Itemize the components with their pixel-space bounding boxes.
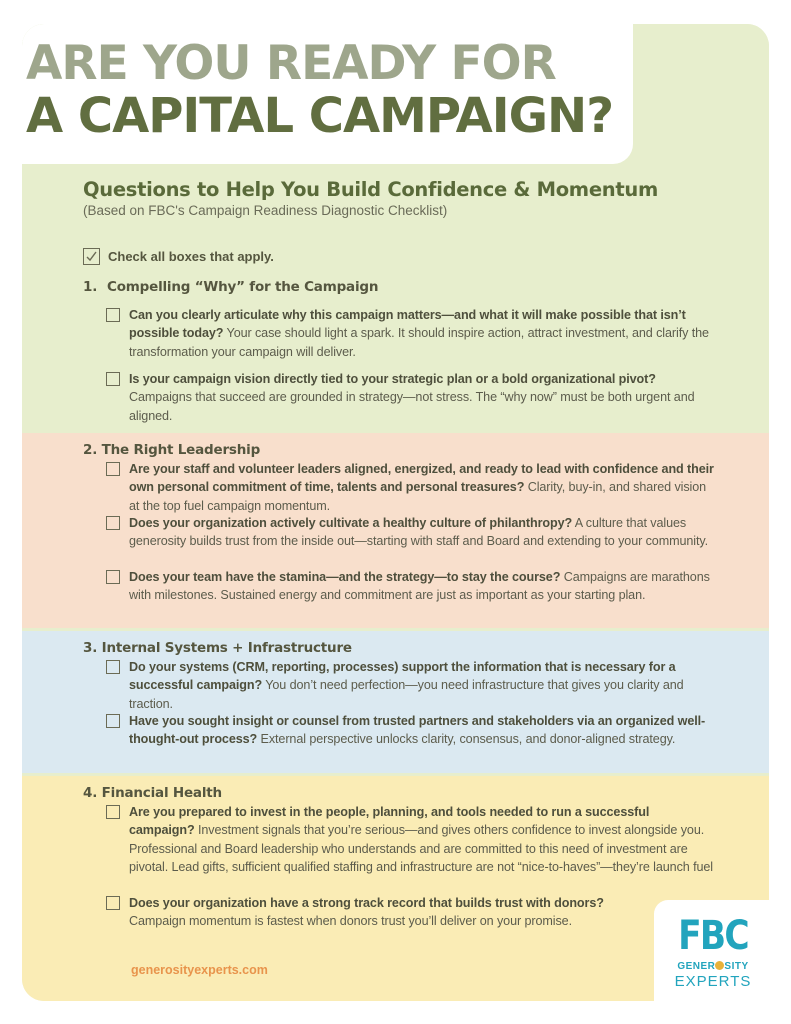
section-heading-1 — [83, 279, 378, 295]
checkbox[interactable] — [106, 570, 120, 584]
question-bold: Does your organization have a strong track record that builds trust with donors? — [129, 896, 604, 910]
question-item — [106, 568, 716, 605]
question-detail: Campaign momentum is fastest when donors trust you’ll deliver on your promise. — [129, 914, 572, 929]
question-item — [106, 460, 716, 515]
question-bold: Do your systems (CRM, reporting, processes) support the information that is necessary for a successful campaign? — [129, 660, 676, 693]
question-item — [106, 894, 636, 931]
question-text — [129, 514, 716, 551]
question-detail: Campaigns are marathons with milestones. Sustained energy and commitment are just as important as your starting plan. — [129, 570, 710, 603]
question-bold: Have you sought insight or counsel from trusted partners and stakeholders via an organized well-thought-out process? — [129, 714, 706, 747]
question-item — [106, 712, 716, 749]
subtitle: Questions to Help You Build Confidence & Momentum — [83, 178, 658, 201]
logo-sub-left: GENER — [677, 961, 716, 972]
question-detail: A culture that values generosity builds trust from the inside out—starting with staff and Board and extending to your community. — [129, 516, 709, 549]
question-item — [106, 514, 716, 551]
question-detail: Campaigns that succeed are grounded in strategy—not stress. The “why now” must be both urgent and aligned. — [129, 390, 695, 423]
question-text — [129, 460, 716, 515]
page-title — [26, 36, 626, 144]
section-number: 4. — [83, 785, 98, 801]
question-item — [106, 306, 716, 361]
checkbox[interactable] — [106, 805, 120, 819]
logo-mark: FBC — [678, 913, 748, 959]
question-text — [129, 894, 636, 931]
checkbox[interactable] — [106, 308, 120, 322]
section-title: Internal Systems + Infrastructure — [101, 640, 352, 656]
question-detail: External perspective unlocks clarity, consensus, and donor-aligned strategy. — [257, 732, 676, 747]
question-text — [129, 712, 716, 749]
question-text — [129, 568, 716, 605]
section-title: Financial Health — [101, 785, 222, 801]
question-item — [106, 370, 716, 425]
source-note: (Based on FBC's Campaign Readiness Diagnostic Checklist) — [83, 203, 448, 218]
section-number: 1. — [83, 279, 98, 295]
section-title: Compelling “Why” for the Campaign — [107, 279, 379, 295]
instruction-text: Check all boxes that apply. — [108, 249, 274, 264]
question-item — [106, 803, 716, 876]
question-text — [129, 306, 716, 361]
logo-subtitle — [668, 961, 758, 972]
question-bold: Is your campaign vision directly tied to your strategic plan or a bold organizational pivot? — [129, 372, 656, 386]
question-text — [129, 658, 716, 713]
logo-area — [654, 900, 769, 1001]
question-bold: Does your team have the stamina—and the strategy—to stay the course? — [129, 570, 561, 584]
website-link[interactable]: generosityexperts.com — [131, 963, 268, 977]
checked-box-icon — [83, 248, 100, 265]
checkbox[interactable] — [106, 462, 120, 476]
section-number: 2. — [83, 442, 98, 458]
section-title: The Right Leadership — [101, 442, 261, 458]
fbc-logo — [668, 913, 758, 990]
section-heading-2 — [83, 442, 260, 458]
question-bold: Can you clearly articulate why this campaign matters—and what it will make possible that isn’t possible today? — [129, 308, 686, 341]
checkbox[interactable] — [106, 372, 120, 386]
checkbox[interactable] — [106, 896, 120, 910]
checkbox[interactable] — [106, 660, 120, 674]
logo-sub-right: SITY — [724, 961, 749, 972]
section-heading-3 — [83, 640, 352, 656]
checkbox[interactable] — [106, 516, 120, 530]
section-heading-4 — [83, 785, 222, 801]
question-bold: Are your staff and volunteer leaders aligned, energized, and ready to lead with confidence and their own personal commitment of time, talents and personal treasures? — [129, 462, 714, 495]
question-text — [129, 370, 716, 425]
question-bold: Does your organization actively cultivate a healthy culture of philanthropy? — [129, 516, 573, 530]
question-detail: You don’t need perfection—you need infrastructure that gives you clarity and traction. — [129, 678, 684, 711]
question-detail: Your case should light a spark. It should inspire action, attract investment, and clarify the transformation your campaign will deliver. — [129, 326, 709, 359]
question-bold: Are you prepared to invest in the people, planning, and tools needed to run a successful campaign? — [129, 805, 650, 838]
question-item — [106, 658, 716, 713]
section-number: 3. — [83, 640, 98, 656]
title-line-1: ARE YOU READY FOR — [26, 36, 556, 91]
question-detail: Clarity, buy-in, and shared vision at the top fuel campaign momentum. — [129, 480, 707, 513]
question-text — [129, 803, 716, 876]
title-line-2: A CAPITAL CAMPAIGN? — [26, 88, 614, 144]
instruction — [83, 248, 274, 265]
logo-experts: EXPERTS — [674, 973, 752, 990]
checkbox[interactable] — [106, 714, 120, 728]
question-detail: Investment signals that you’re serious—and gives others confidence to invest alongside you. Professional and Board leadership who understands and are committed to this need of investment are pivotal. Lead gifts, sufficient qualified staffing and infrastructure are not “nice-to-haves”—they’re launch fuel — [129, 823, 713, 874]
checkmark-icon — [85, 250, 98, 263]
